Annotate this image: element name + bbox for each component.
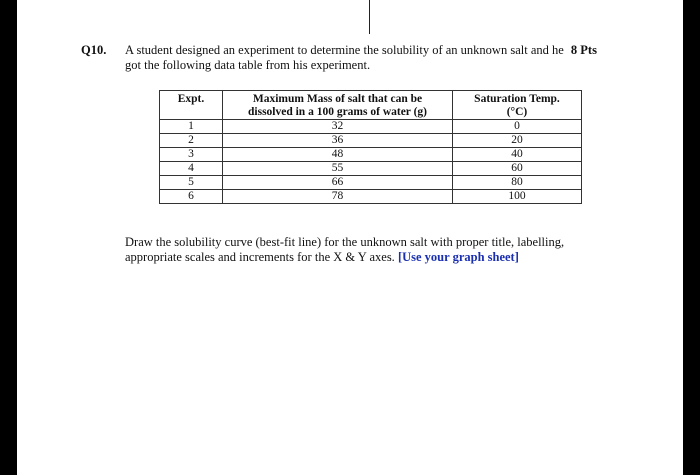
worksheet-page [17, 0, 683, 475]
question-number: Q10. [81, 43, 107, 57]
cell-mass: 55 [223, 162, 453, 176]
cell-temp: 80 [453, 176, 582, 190]
cell-mass: 48 [223, 148, 453, 162]
cell-expt: 2 [160, 134, 223, 148]
question-text [125, 43, 665, 73]
question-text-line2: got the following data table from his experiment. [125, 58, 371, 72]
cell-mass: 36 [223, 134, 453, 148]
cell-temp: 40 [453, 148, 582, 162]
header-max-mass [223, 91, 453, 120]
solubility-data-table [159, 90, 582, 204]
cell-temp: 100 [453, 190, 582, 204]
table-header-row [160, 91, 582, 120]
question-text-line1: A student designed an experiment to determine the solubility of an unknown salt and he [125, 43, 564, 57]
header-saturation-temp-line1: Saturation Temp. [474, 93, 560, 105]
question-points: 8 Pts [570, 43, 597, 57]
cell-mass: 66 [223, 176, 453, 190]
instructions-block [125, 235, 665, 265]
cell-expt: 5 [160, 176, 223, 190]
graph-sheet-note: [Use your graph sheet] [397, 250, 519, 264]
header-max-mass-line1: Maximum Mass of salt that can be [252, 93, 423, 105]
table-row [160, 176, 582, 190]
cell-expt: 1 [160, 120, 223, 134]
table-row [160, 120, 582, 134]
table-row [160, 190, 582, 204]
cell-expt: 3 [160, 148, 223, 162]
cell-mass: 78 [223, 190, 453, 204]
cell-mass: 32 [223, 120, 453, 134]
cell-expt: 4 [160, 162, 223, 176]
cell-expt: 6 [160, 190, 223, 204]
table-row [160, 148, 582, 162]
page-fold-line [369, 0, 370, 34]
cell-temp: 20 [453, 134, 582, 148]
cell-temp: 0 [453, 120, 582, 134]
instructions-line2: appropriate scales and increments for the X & Y axes. [125, 250, 395, 264]
header-expt: Expt. [160, 91, 223, 120]
header-saturation-temp [453, 91, 582, 120]
table-row [160, 162, 582, 176]
header-saturation-temp-line2: (°C) [506, 106, 528, 118]
cell-temp: 60 [453, 162, 582, 176]
instructions-line1: Draw the solubility curve (best-fit line) for the unknown salt with proper title, labelling, [125, 235, 565, 249]
table-row [160, 134, 582, 148]
header-max-mass-line2: dissolved in a 100 grams of water (g) [248, 106, 427, 118]
